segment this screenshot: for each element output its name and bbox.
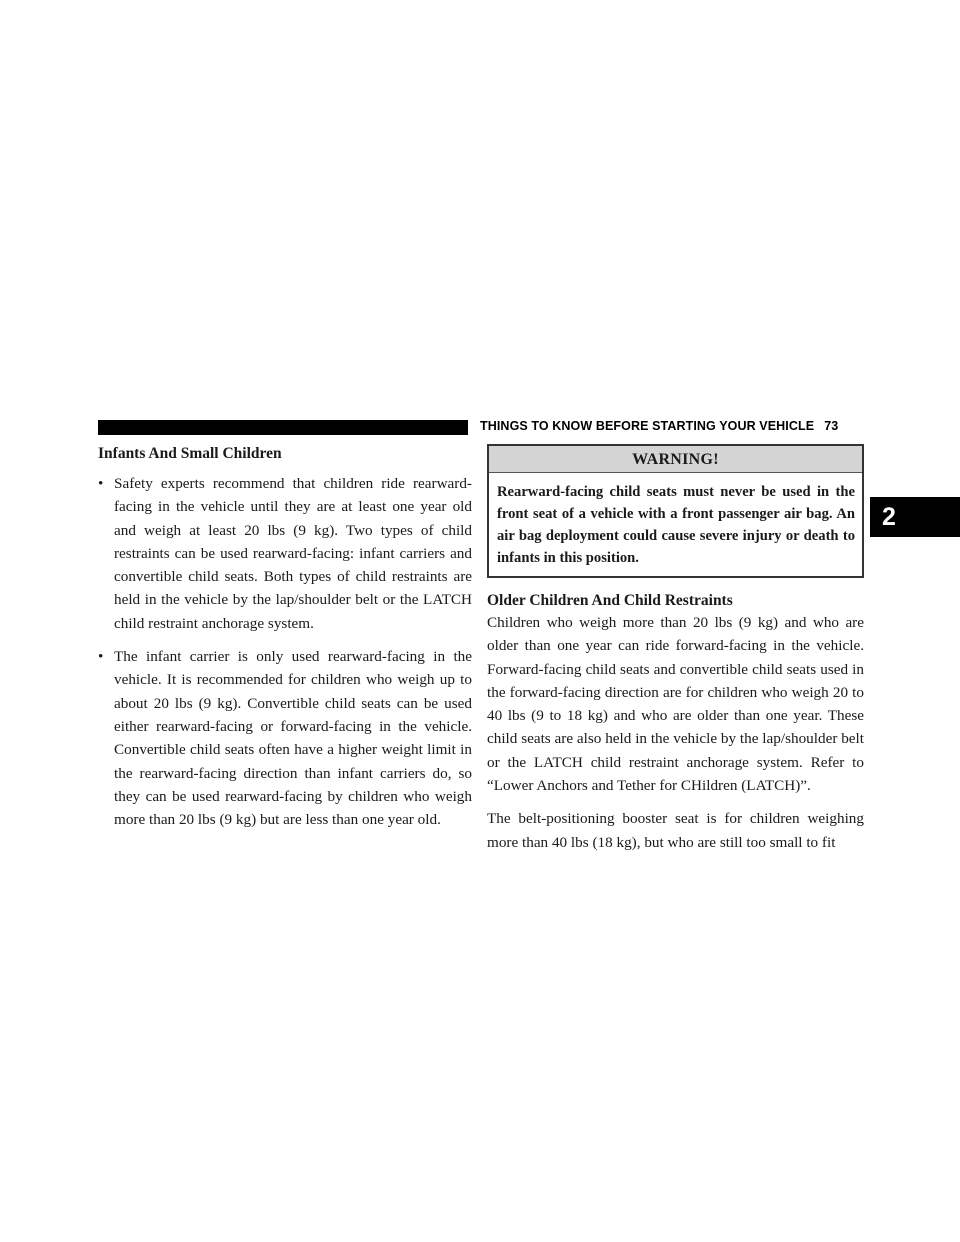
warning-title: WARNING!	[489, 446, 862, 473]
header-rule	[98, 420, 468, 435]
bullet-icon: •	[98, 475, 104, 492]
right-column	[487, 444, 864, 864]
bullet-list	[98, 472, 472, 831]
section-heading-older-children: Older Children And Child Restraints	[487, 592, 733, 609]
section-heading-infants: Infants And Small Children	[98, 445, 282, 462]
list-item	[98, 645, 472, 831]
paragraph: Children who weigh more than 20 lbs (9 kg) and who are older than one year can ride forward-facing in the vehicle. Forward-facing child seats and convertible child seats used in the forward-facing direction are for children who weigh 20 to 40 lbs (9 to 18 kg) and who are older than one year. These child seats are also held in the vehicle by the lap/shoulder belt or the LATCH child restraint anchorage system. Refer to “Lower Anchors and Tether for CHildren (LATCH)”.	[487, 614, 864, 795]
warning-text: Rearward-facing child seats must never be used in the front seat of a vehicle with a front passenger air bag. An air bag deployment could cause severe injury or death to infants in this position.	[497, 484, 855, 566]
list-item-text: Safety experts recommend that children ride rearward-facing in the vehicle until they are at least one year old and weigh at least 20 lbs (9 kg). Two types of child restraints can be used rearward-facing: infant carriers and convertible child seats. Both types of child restraints are held in the vehicle by the lap/shoulder belt or the LATCH child restraint anchorage system.	[114, 475, 472, 632]
list-item	[98, 472, 472, 635]
left-column	[98, 442, 472, 841]
bullet-icon: •	[98, 648, 104, 666]
chapter-tab: 2	[870, 497, 960, 537]
running-header	[480, 419, 864, 433]
section-title: THINGS TO KNOW BEFORE STARTING YOUR VEHICLE	[480, 419, 815, 433]
paragraph: The belt-positioning booster seat is for children weighing more than 40 lbs (18 kg), but who are still too small to fit	[487, 810, 864, 851]
list-item-text: The infant carrier is only used rearward-facing in the vehicle. It is recommended for children who weigh up to about 20 lbs (9 kg). Convertible child seats can be used either rearward-facing or forward-facing in the vehicle. Convertible child seats often have a higher weight limit in the rearward-facing direction than infant carriers do, so they can be used rearward-facing by children who weigh more than 20 lbs (9 kg) but are less than one year old.	[114, 648, 472, 829]
page-number: 73	[824, 419, 839, 433]
warning-box	[487, 444, 864, 578]
